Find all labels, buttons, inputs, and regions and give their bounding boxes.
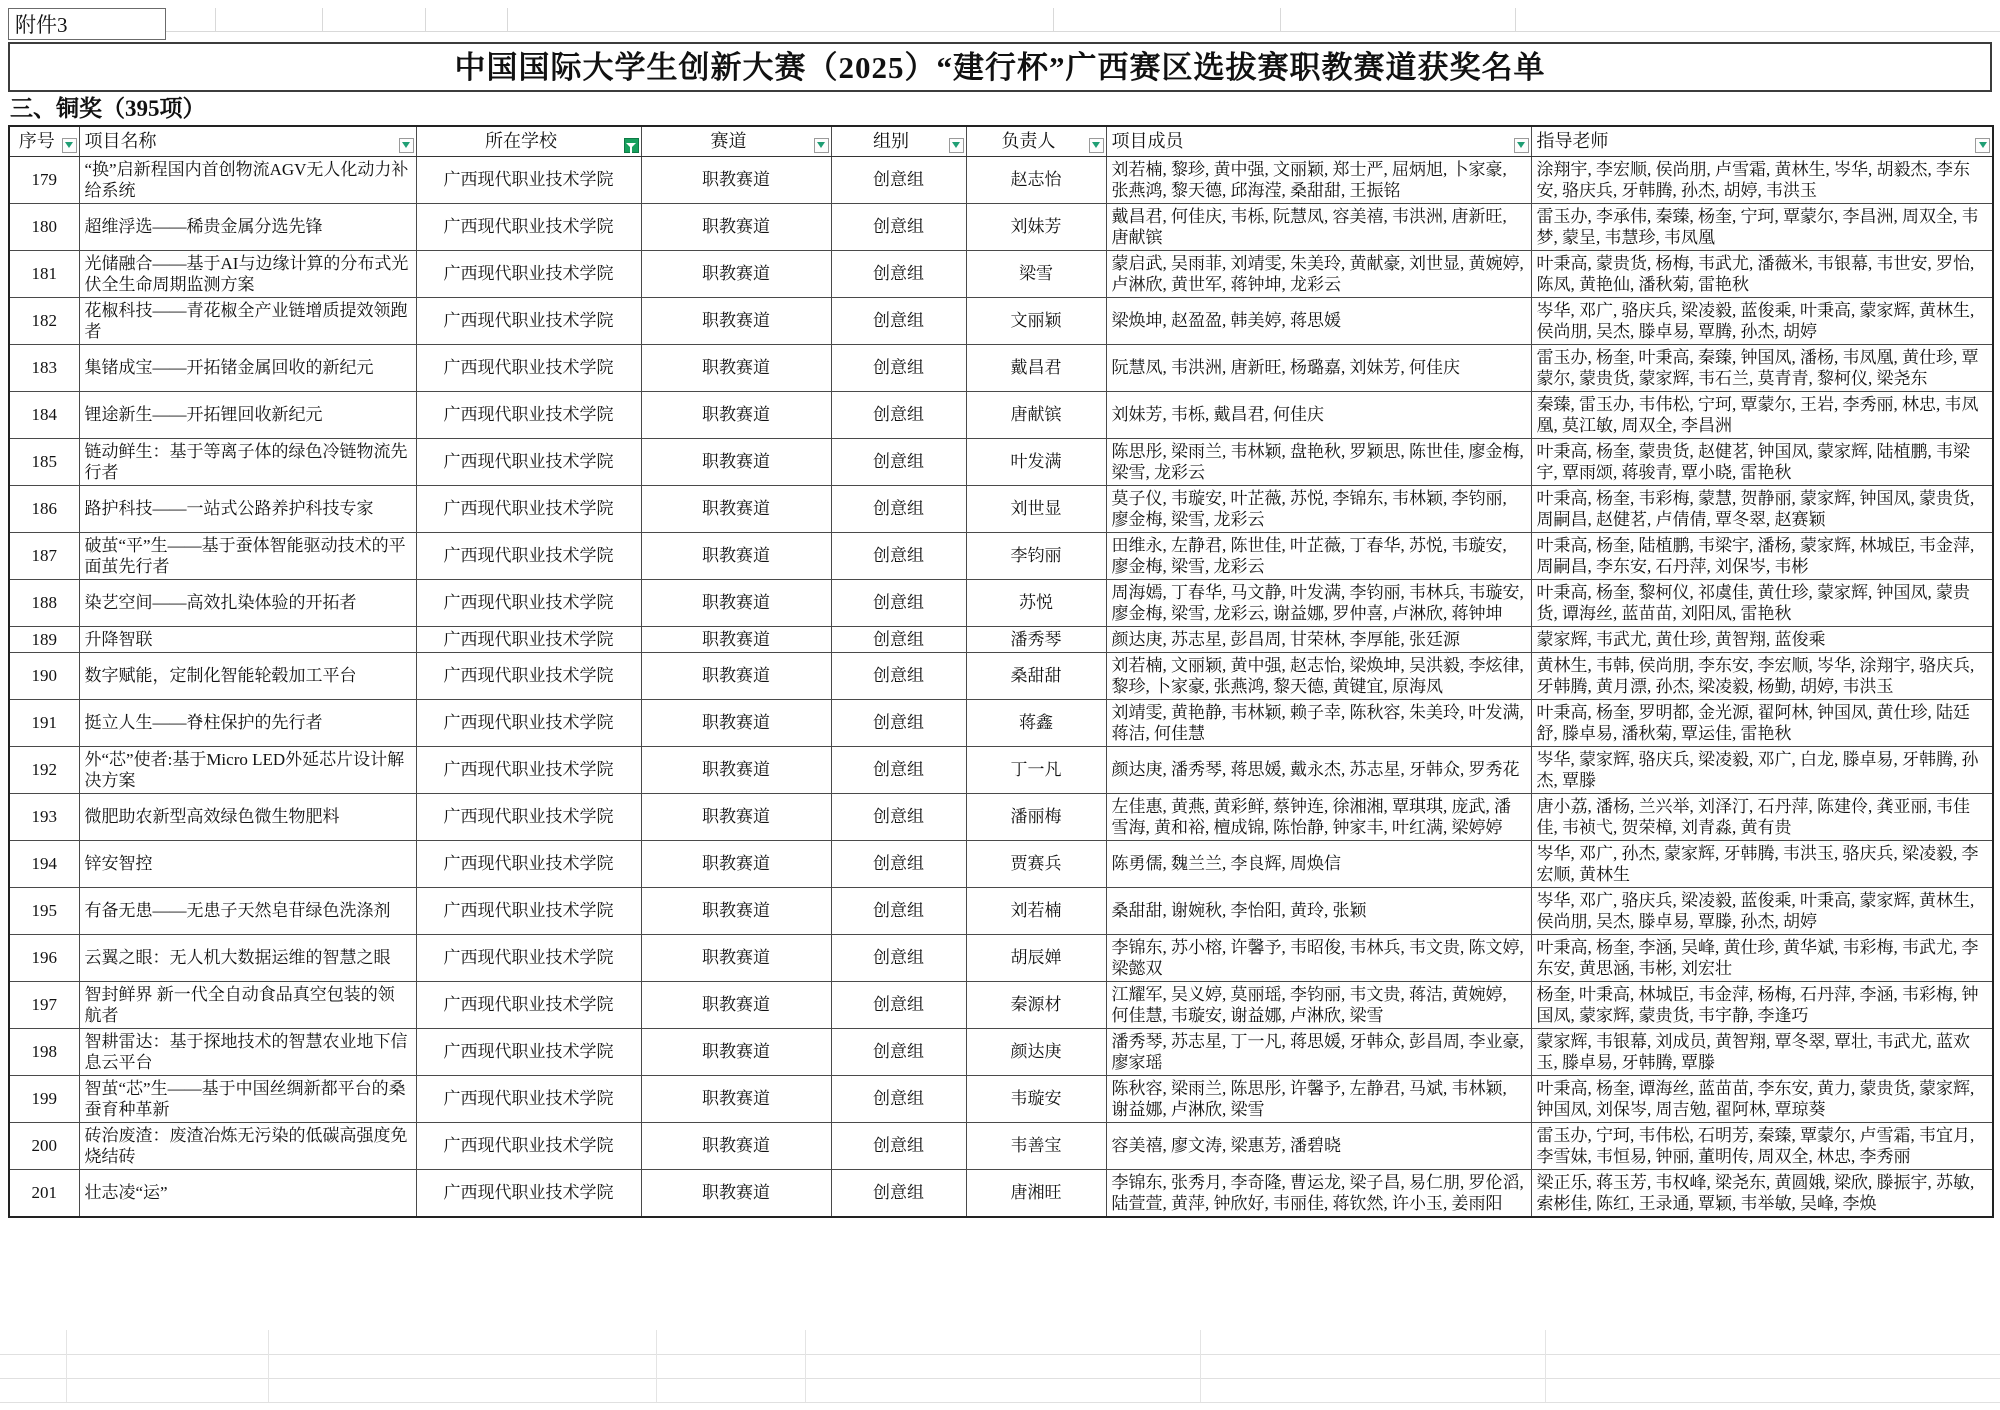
cell-members[interactable]: 桑甜甜, 谢婉秋, 李怡阳, 黄玲, 张颖: [1106, 887, 1531, 934]
cell-seq[interactable]: 182: [9, 297, 79, 344]
cell-seq[interactable]: 179: [9, 156, 79, 203]
cell-group[interactable]: 创意组: [831, 981, 966, 1028]
cell-school[interactable]: 广西现代职业技术学院: [416, 203, 641, 250]
cell-group[interactable]: 创意组: [831, 297, 966, 344]
cell-track[interactable]: 职教赛道: [641, 156, 831, 203]
cell-track[interactable]: 职教赛道: [641, 981, 831, 1028]
col-header-school[interactable]: [416, 126, 641, 156]
cell-project-name[interactable]: 微肥助农新型高效绿色微生物肥料: [79, 793, 416, 840]
table-row: [9, 438, 1993, 485]
cell-project-name[interactable]: 链动鲜生：基于等离子体的绿色冷链物流先行者: [79, 438, 416, 485]
col-header-track-label: 赛道: [710, 130, 747, 151]
cell-school[interactable]: 广西现代职业技术学院: [416, 840, 641, 887]
cell-members[interactable]: 颜达庚, 苏志星, 彭昌周, 甘荣林, 李厚能, 张廷源: [1106, 626, 1531, 652]
cell-track[interactable]: 职教赛道: [641, 840, 831, 887]
cell-project-name[interactable]: 锌安智控: [79, 840, 416, 887]
cell-members[interactable]: 蒙启武, 吴雨菲, 刘靖雯, 朱美玲, 黄献豪, 刘世显, 黄婉婷, 卢淋欣, 黄世军, 蒋钟坤, 龙彩云: [1106, 250, 1531, 297]
cell-school[interactable]: 广西现代职业技术学院: [416, 156, 641, 203]
cell-school[interactable]: 广西现代职业技术学院: [416, 250, 641, 297]
cell-project-name[interactable]: 染艺空间——高效扎染体验的开拓者: [79, 579, 416, 626]
cell-leader[interactable]: 潘秀琴: [966, 626, 1106, 652]
table-row: [9, 652, 1993, 699]
filter-dropdown-icon[interactable]: [1089, 138, 1104, 153]
cell-project-name[interactable]: 砖治废渣：废渣冶炼无污染的低碳高强度免烧结砖: [79, 1122, 416, 1169]
cell-track[interactable]: 职教赛道: [641, 485, 831, 532]
cell-school[interactable]: 广西现代职业技术学院: [416, 1169, 641, 1217]
filter-active-icon[interactable]: [624, 138, 639, 153]
cell-seq[interactable]: 196: [9, 934, 79, 981]
cell-track[interactable]: 职教赛道: [641, 1122, 831, 1169]
cell-group[interactable]: 创意组: [831, 485, 966, 532]
cell-school[interactable]: 广西现代职业技术学院: [416, 652, 641, 699]
cell-track[interactable]: 职教赛道: [641, 297, 831, 344]
cell-group[interactable]: 创意组: [831, 391, 966, 438]
table-row: [9, 391, 1993, 438]
cell-project-name[interactable]: 花椒科技——青花椒全产业链增质提效领跑者: [79, 297, 416, 344]
cell-leader[interactable]: 唐湘旺: [966, 1169, 1106, 1217]
cell-leader[interactable]: 文丽颖: [966, 297, 1106, 344]
cell-advisors[interactable]: 叶秉高, 杨奎, 黎柯仪, 祁虞佳, 黄仕珍, 蒙家辉, 钟国凤, 蒙贵货, 谭海丝, 蓝苗苗, 刘阳凤, 雷艳秋: [1531, 579, 1993, 626]
cell-track[interactable]: 职教赛道: [641, 934, 831, 981]
cell-advisors[interactable]: 叶秉高, 杨奎, 陆植鹏, 韦梁宇, 潘杨, 蒙家辉, 林城臣, 韦金萍, 周嗣昌, 李东安, 石丹萍, 刘保岑, 韦彬: [1531, 532, 1993, 579]
table-row: [9, 793, 1993, 840]
cell-members[interactable]: 刘若楠, 文丽颖, 黄中强, 赵志怡, 梁焕坤, 吴洪毅, 李炫律, 黎珍, 卜家豪, 张燕鸿, 黎天德, 黄键宜, 原海凤: [1106, 652, 1531, 699]
cell-track[interactable]: 职教赛道: [641, 344, 831, 391]
cell-project-name[interactable]: 智茧“芯”生——基于中国丝绸新都平台的桑蚕育种革新: [79, 1075, 416, 1122]
cell-advisors[interactable]: 叶秉高, 杨奎, 罗明都, 金光源, 翟阿林, 钟国凤, 黄仕珍, 陆廷舒, 滕卓易, 潘秋菊, 覃运佳, 雷艳秋: [1531, 699, 1993, 746]
cell-seq[interactable]: 184: [9, 391, 79, 438]
cell-leader[interactable]: 蒋鑫: [966, 699, 1106, 746]
cell-members[interactable]: 梁焕坤, 赵盈盈, 韩美婷, 蒋思媛: [1106, 297, 1531, 344]
cell-advisors[interactable]: 叶秉高, 蒙贵货, 杨梅, 韦武尤, 潘薇米, 韦银幕, 韦世安, 罗怡, 陈凤, 黄艳仙, 潘秋菊, 雷艳秋: [1531, 250, 1993, 297]
table-row: [9, 156, 1993, 203]
table-row: [9, 887, 1993, 934]
cell-school[interactable]: 广西现代职业技术学院: [416, 485, 641, 532]
cell-members[interactable]: 刘妹芳, 韦栎, 戴昌君, 何佳庆: [1106, 391, 1531, 438]
filter-dropdown-icon[interactable]: [399, 138, 414, 153]
col-header-seq-label: 序号: [18, 130, 55, 151]
cell-group[interactable]: 创意组: [831, 1122, 966, 1169]
filter-dropdown-icon[interactable]: [1514, 138, 1529, 153]
filter-dropdown-icon[interactable]: [949, 138, 964, 153]
cell-members[interactable]: 戴昌君, 何佳庆, 韦栎, 阮慧凤, 容美禧, 韦洪洲, 唐新旺, 唐献镔: [1106, 203, 1531, 250]
cell-leader[interactable]: 李钧丽: [966, 532, 1106, 579]
filter-dropdown-icon[interactable]: [814, 138, 829, 153]
cell-school[interactable]: 广西现代职业技术学院: [416, 391, 641, 438]
cell-project-name[interactable]: 智耕雷达：基于探地技术的智慧农业地下信息云平台: [79, 1028, 416, 1075]
cell-track[interactable]: 职教赛道: [641, 699, 831, 746]
cell-advisors[interactable]: 杨奎, 叶秉高, 林城臣, 韦金萍, 杨梅, 石丹萍, 李涵, 韦彩梅, 钟国凤, 蒙家辉, 蒙贵货, 韦宇静, 李逢巧: [1531, 981, 1993, 1028]
cell-track[interactable]: 职教赛道: [641, 652, 831, 699]
cell-project-name[interactable]: 路护科技——一站式公路养护科技专家: [79, 485, 416, 532]
cell-leader[interactable]: 韦璇安: [966, 1075, 1106, 1122]
cell-track[interactable]: 职教赛道: [641, 1169, 831, 1217]
cell-members[interactable]: 颜达庚, 潘秀琴, 蒋思媛, 戴永杰, 苏志星, 牙韩众, 罗秀花: [1106, 746, 1531, 793]
cell-seq[interactable]: 192: [9, 746, 79, 793]
cell-advisors[interactable]: 叶秉高, 杨奎, 蒙贵货, 赵健茗, 钟国凤, 蒙家辉, 陆植鹏, 韦梁宇, 覃雨颂, 蒋骏青, 覃小晓, 雷艳秋: [1531, 438, 1993, 485]
table-row: [9, 1122, 1993, 1169]
cell-school[interactable]: 广西现代职业技术学院: [416, 438, 641, 485]
cell-seq[interactable]: 201: [9, 1169, 79, 1217]
header-row: [9, 126, 1993, 156]
cell-leader[interactable]: 贾赛兵: [966, 840, 1106, 887]
cell-seq[interactable]: 190: [9, 652, 79, 699]
attachment-label-cell[interactable]: 附件3: [8, 8, 166, 40]
cell-leader[interactable]: 赵志怡: [966, 156, 1106, 203]
cell-track[interactable]: 职教赛道: [641, 438, 831, 485]
cell-members[interactable]: 容美禧, 廖文涛, 梁惠芳, 潘碧晓: [1106, 1122, 1531, 1169]
cell-seq[interactable]: 198: [9, 1028, 79, 1075]
cell-school[interactable]: 广西现代职业技术学院: [416, 297, 641, 344]
cell-school[interactable]: 广西现代职业技术学院: [416, 344, 641, 391]
cell-leader[interactable]: 梁雪: [966, 250, 1106, 297]
filter-dropdown-icon[interactable]: [62, 138, 77, 153]
cell-track[interactable]: 职教赛道: [641, 532, 831, 579]
cell-track[interactable]: 职教赛道: [641, 1075, 831, 1122]
cell-track[interactable]: 职教赛道: [641, 250, 831, 297]
cell-project-name[interactable]: “换”启新程国内首创物流AGV无人化动力补给系统: [79, 156, 416, 203]
cell-leader[interactable]: 苏悦: [966, 579, 1106, 626]
cell-group[interactable]: 创意组: [831, 203, 966, 250]
cell-members[interactable]: 李锦东, 苏小榕, 许馨予, 韦昭俊, 韦林兵, 韦文贵, 陈文婷, 梁懿双: [1106, 934, 1531, 981]
cell-group[interactable]: 创意组: [831, 1028, 966, 1075]
cell-advisors[interactable]: 蒙家辉, 韦武尤, 黄仕珍, 黄智翔, 蓝俊乘: [1531, 626, 1993, 652]
cell-track[interactable]: 职教赛道: [641, 579, 831, 626]
cell-members[interactable]: 刘若楠, 黎珍, 黄中强, 文丽颖, 郑士严, 屈炳旭, 卜家豪, 张燕鸿, 黎天德, 邱海滢, 桑甜甜, 王振铭: [1106, 156, 1531, 203]
cell-track[interactable]: 职教赛道: [641, 391, 831, 438]
cell-track[interactable]: 职教赛道: [641, 887, 831, 934]
col-header-group-label: 组别: [873, 130, 909, 151]
table-row: [9, 699, 1993, 746]
cell-seq[interactable]: 187: [9, 532, 79, 579]
cell-seq[interactable]: 188: [9, 579, 79, 626]
table-row: [9, 532, 1993, 579]
cell-members[interactable]: 陈秋容, 梁雨兰, 陈思彤, 许馨予, 左静君, 马斌, 韦林颖, 谢益娜, 卢淋欣, 梁雪: [1106, 1075, 1531, 1122]
cell-group[interactable]: 创意组: [831, 438, 966, 485]
cell-leader[interactable]: 丁一凡: [966, 746, 1106, 793]
col-header-advisors[interactable]: [1531, 126, 1993, 156]
cell-leader[interactable]: 桑甜甜: [966, 652, 1106, 699]
cell-advisors[interactable]: 黄林生, 韦韩, 侯尚朋, 李东安, 李宏顺, 岑华, 涂翔宇, 骆庆兵, 牙韩腾, 黄月漂, 孙杰, 梁凌毅, 杨勤, 胡婷, 韦洪玉: [1531, 652, 1993, 699]
cell-members[interactable]: 莫子仪, 韦璇安, 叶芷薇, 苏悦, 李锦东, 韦林颖, 李钧丽, 廖金梅, 梁雪, 龙彩云: [1106, 485, 1531, 532]
cell-advisors[interactable]: 唐小荔, 潘杨, 兰兴举, 刘泽汀, 石丹萍, 陈建伶, 龚亚丽, 韦佳佳, 韦祯弋, 贺荣樟, 刘青淼, 黄有贵: [1531, 793, 1993, 840]
cell-project-name[interactable]: 有备无患——无患子天然皂苷绿色洗涤剂: [79, 887, 416, 934]
cell-school[interactable]: 广西现代职业技术学院: [416, 1028, 641, 1075]
cell-project-name[interactable]: 智封鲜界 新一代全自动食品真空包装的领航者: [79, 981, 416, 1028]
cell-project-name[interactable]: 光储融合——基于AI与边缘计算的分布式光伏全生命周期监测方案: [79, 250, 416, 297]
page-title: 中国国际大学生创新大赛（2025）“建行杯”广西赛区选拔赛职教赛道获奖名单: [8, 42, 1992, 92]
cell-advisors[interactable]: 雷玉办, 杨奎, 叶秉高, 秦臻, 钟国凤, 潘杨, 韦凤凰, 黄仕珍, 覃蒙尔, 蒙贵货, 蒙家辉, 韦石兰, 莫青青, 黎柯仪, 梁尧东: [1531, 344, 1993, 391]
cell-members[interactable]: 陈思彤, 梁雨兰, 韦林颖, 盘艳秋, 罗颖思, 陈世佳, 廖金梅, 梁雪, 龙彩云: [1106, 438, 1531, 485]
cell-project-name[interactable]: 外“芯”使者:基于Micro LED外延芯片设计解决方案: [79, 746, 416, 793]
cell-members[interactable]: 左佳惠, 黄燕, 黄彩鲜, 蔡钟连, 徐湘湘, 覃琪琪, 庞武, 潘雪海, 黄和裕, 檀成锦, 陈怡静, 钟家丰, 叶红满, 梁婷婷: [1106, 793, 1531, 840]
cell-leader[interactable]: 叶发满: [966, 438, 1106, 485]
table-row: [9, 203, 1993, 250]
cell-advisors[interactable]: 叶秉高, 杨奎, 李涵, 吴峰, 黄仕珍, 黄华斌, 韦彩梅, 韦武尤, 李东安, 黄思涵, 韦彬, 刘宏壮: [1531, 934, 1993, 981]
table-row: [9, 250, 1993, 297]
cell-seq[interactable]: 186: [9, 485, 79, 532]
cell-members[interactable]: 周海嫣, 丁春华, 马文静, 叶发满, 李钧丽, 韦林兵, 韦璇安, 廖金梅, 梁雪, 龙彩云, 谢益娜, 罗仲喜, 卢淋欣, 蒋钟坤: [1106, 579, 1531, 626]
col-header-project-name[interactable]: [79, 126, 416, 156]
table-row: [9, 626, 1993, 652]
cell-seq[interactable]: 185: [9, 438, 79, 485]
cell-school[interactable]: 广西现代职业技术学院: [416, 981, 641, 1028]
col-header-advisors-label: 指导老师: [1536, 130, 1609, 151]
table-row: [9, 1075, 1993, 1122]
filter-dropdown-icon[interactable]: [1975, 138, 1990, 153]
cell-school[interactable]: 广西现代职业技术学院: [416, 887, 641, 934]
cell-seq[interactable]: 195: [9, 887, 79, 934]
cell-members[interactable]: 陈勇儒, 魏兰兰, 李良辉, 周焕信: [1106, 840, 1531, 887]
cell-school[interactable]: 广西现代职业技术学院: [416, 1122, 641, 1169]
cell-members[interactable]: 江耀军, 吴义婷, 莫丽瑶, 李钧丽, 韦文贵, 蒋洁, 黄婉婷, 何佳慧, 韦璇安, 谢益娜, 卢淋欣, 梁雪: [1106, 981, 1531, 1028]
cell-school[interactable]: 广西现代职业技术学院: [416, 934, 641, 981]
awards-table: [8, 125, 1994, 1218]
cell-seq[interactable]: 193: [9, 793, 79, 840]
cell-leader[interactable]: 唐献镔: [966, 391, 1106, 438]
cell-track[interactable]: 职教赛道: [641, 203, 831, 250]
table-row: [9, 981, 1993, 1028]
section-heading: 三、铜奖（395项）: [10, 96, 206, 121]
cell-advisors[interactable]: 岑华, 蒙家辉, 骆庆兵, 梁凌毅, 邓广, 白龙, 滕卓易, 牙韩腾, 孙杰, 覃滕: [1531, 746, 1993, 793]
cell-advisors[interactable]: 岑华, 邓广, 骆庆兵, 梁凌毅, 蓝俊乘, 叶秉高, 蒙家辉, 黄林生, 侯尚朋, 吴杰, 滕卓易, 覃滕, 孙杰, 胡婷: [1531, 887, 1993, 934]
table-row: [9, 579, 1993, 626]
table-row: [9, 344, 1993, 391]
table-row: [9, 1028, 1993, 1075]
cell-project-name[interactable]: 破茧“平”生——基于蚕体智能驱动技术的平面茧先行者: [79, 532, 416, 579]
cell-seq[interactable]: 197: [9, 981, 79, 1028]
cell-group[interactable]: 创意组: [831, 1075, 966, 1122]
cell-advisors[interactable]: 岑华, 邓广, 孙杰, 蒙家辉, 牙韩腾, 韦洪玉, 骆庆兵, 梁凌毅, 李宏顺, 黄林生: [1531, 840, 1993, 887]
cell-project-name[interactable]: 数字赋能，定制化智能轮毂加工平台: [79, 652, 416, 699]
cell-school[interactable]: 广西现代职业技术学院: [416, 746, 641, 793]
cell-project-name[interactable]: 升降智联: [79, 626, 416, 652]
cell-advisors[interactable]: 叶秉高, 杨奎, 谭海丝, 蓝苗苗, 李东安, 黄力, 蒙贵货, 蒙家辉, 钟国凤, 刘保岑, 周吉勉, 翟阿林, 覃琼葵: [1531, 1075, 1993, 1122]
cell-advisors[interactable]: 雷玉办, 李承伟, 秦臻, 杨奎, 宁珂, 覃蒙尔, 李昌洲, 周双全, 韦梦, 蒙呈, 韦慧珍, 韦凤凰: [1531, 203, 1993, 250]
cell-leader[interactable]: 秦源材: [966, 981, 1106, 1028]
col-header-seq[interactable]: [9, 126, 79, 156]
cell-group[interactable]: 创意组: [831, 652, 966, 699]
cell-leader[interactable]: 刘若楠: [966, 887, 1106, 934]
cell-advisors[interactable]: 岑华, 邓广, 骆庆兵, 梁凌毅, 蓝俊乘, 叶秉高, 蒙家辉, 黄林生, 侯尚朋, 吴杰, 滕卓易, 覃腾, 孙杰, 胡婷: [1531, 297, 1993, 344]
cell-school[interactable]: 广西现代职业技术学院: [416, 699, 641, 746]
table-row: [9, 485, 1993, 532]
cell-members[interactable]: 李锦东, 张秀月, 李奇隆, 曹运龙, 梁子昌, 易仁朋, 罗伦滔, 陆萱萱, 黄萍, 钟欣好, 韦丽佳, 蒋钦然, 许小玉, 姜雨阳: [1106, 1169, 1531, 1217]
cell-members[interactable]: 田维永, 左静君, 陈世佳, 叶芷薇, 丁春华, 苏悦, 韦璇安, 廖金梅, 梁雪, 龙彩云: [1106, 532, 1531, 579]
cell-group[interactable]: 创意组: [831, 793, 966, 840]
table-row: [9, 1169, 1993, 1217]
cell-seq[interactable]: 200: [9, 1122, 79, 1169]
cell-track[interactable]: 职教赛道: [641, 1028, 831, 1075]
cell-group[interactable]: 创意组: [831, 579, 966, 626]
cell-project-name[interactable]: 锂途新生——开拓锂回收新纪元: [79, 391, 416, 438]
cell-seq[interactable]: 194: [9, 840, 79, 887]
cell-seq[interactable]: 189: [9, 626, 79, 652]
cell-leader[interactable]: 颜达庚: [966, 1028, 1106, 1075]
cell-seq[interactable]: 180: [9, 203, 79, 250]
col-header-project-name-label: 项目名称: [84, 130, 157, 151]
cell-members[interactable]: 潘秀琴, 苏志星, 丁一凡, 蒋思媛, 牙韩众, 彭昌周, 李业豪, 廖家瑶: [1106, 1028, 1531, 1075]
table-row: [9, 840, 1993, 887]
cell-advisors[interactable]: 秦臻, 雷玉办, 韦伟松, 宁珂, 覃蒙尔, 王岩, 李秀丽, 林忠, 韦凤凰, 莫江敏, 周双全, 李昌洲: [1531, 391, 1993, 438]
cell-school[interactable]: 广西现代职业技术学院: [416, 532, 641, 579]
cell-seq[interactable]: 181: [9, 250, 79, 297]
cell-seq[interactable]: 191: [9, 699, 79, 746]
cell-members[interactable]: 刘靖雯, 黄艳静, 韦林颖, 赖子幸, 陈秋容, 朱美玲, 叶发满, 蒋洁, 何佳慧: [1106, 699, 1531, 746]
col-header-group[interactable]: [831, 126, 966, 156]
cell-group[interactable]: 创意组: [831, 699, 966, 746]
cell-leader[interactable]: 韦善宝: [966, 1122, 1106, 1169]
cell-advisors[interactable]: 涂翔宇, 李宏顺, 侯尚朋, 卢雪霜, 黄林生, 岑华, 胡毅杰, 李东安, 骆庆兵, 牙韩腾, 孙杰, 胡婷, 韦洪玉: [1531, 156, 1993, 203]
cell-group[interactable]: 创意组: [831, 934, 966, 981]
col-header-members-label: 项目成员: [1111, 130, 1184, 151]
cell-group[interactable]: 创意组: [831, 344, 966, 391]
col-header-track[interactable]: [641, 126, 831, 156]
col-header-leader[interactable]: [966, 126, 1106, 156]
table-row: [9, 746, 1993, 793]
cell-seq[interactable]: 183: [9, 344, 79, 391]
cell-group[interactable]: 创意组: [831, 626, 966, 652]
cell-school[interactable]: 广西现代职业技术学院: [416, 1075, 641, 1122]
cell-group[interactable]: 创意组: [831, 250, 966, 297]
cell-project-name[interactable]: 壮志凌“运”: [79, 1169, 416, 1217]
cell-members[interactable]: 阮慧凤, 韦洪洲, 唐新旺, 杨璐嘉, 刘妹芳, 何佳庆: [1106, 344, 1531, 391]
cell-advisors[interactable]: 蒙家辉, 韦银幕, 刘成员, 黄智翔, 覃冬翠, 覃壮, 韦武尤, 蓝欢玉, 滕卓易, 牙韩腾, 覃滕: [1531, 1028, 1993, 1075]
cell-leader[interactable]: 戴昌君: [966, 344, 1106, 391]
empty-rows-area: [0, 1330, 2000, 1410]
cell-project-name[interactable]: 挺立人生——脊柱保护的先行者: [79, 699, 416, 746]
cell-group[interactable]: 创意组: [831, 840, 966, 887]
cell-advisors[interactable]: 梁正乐, 蒋玉芳, 韦权峰, 梁尧东, 黄圆娥, 梁欣, 滕振宇, 苏敏, 索彬佳, 陈红, 王录通, 覃颖, 韦举敏, 吴峰, 李焕: [1531, 1169, 1993, 1217]
col-header-leader-label: 负责人: [1001, 130, 1056, 151]
cell-project-name[interactable]: 超维浮选——稀贵金属分选先锋: [79, 203, 416, 250]
cell-advisors[interactable]: 雷玉办, 宁珂, 韦伟松, 石明芳, 秦臻, 覃蒙尔, 卢雪霜, 韦宜月, 李雪妹, 韦恒易, 钟丽, 董明传, 周双全, 林忠, 李秀丽: [1531, 1122, 1993, 1169]
cell-school[interactable]: 广西现代职业技术学院: [416, 626, 641, 652]
cell-group[interactable]: 创意组: [831, 156, 966, 203]
cell-seq[interactable]: 199: [9, 1075, 79, 1122]
col-header-members[interactable]: [1106, 126, 1531, 156]
cell-leader[interactable]: 刘世显: [966, 485, 1106, 532]
cell-track[interactable]: 职教赛道: [641, 626, 831, 652]
col-header-school-label: 所在学校: [485, 130, 557, 151]
cell-project-name[interactable]: 集锗成宝——开拓锗金属回收的新纪元: [79, 344, 416, 391]
cell-leader[interactable]: 胡辰婵: [966, 934, 1106, 981]
cell-track[interactable]: 职教赛道: [641, 746, 831, 793]
cell-group[interactable]: 创意组: [831, 746, 966, 793]
cell-school[interactable]: 广西现代职业技术学院: [416, 793, 641, 840]
cell-track[interactable]: 职教赛道: [641, 793, 831, 840]
cell-group[interactable]: 创意组: [831, 887, 966, 934]
cell-group[interactable]: 创意组: [831, 1169, 966, 1217]
cell-group[interactable]: 创意组: [831, 532, 966, 579]
cell-leader[interactable]: 刘妹芳: [966, 203, 1106, 250]
table-row: [9, 297, 1993, 344]
cell-advisors[interactable]: 叶秉高, 杨奎, 韦彩梅, 蒙慧, 贺静丽, 蒙家辉, 钟国凤, 蒙贵货, 周嗣昌, 赵健茗, 卢倩倩, 覃冬翠, 赵赛颖: [1531, 485, 1993, 532]
cell-school[interactable]: 广西现代职业技术学院: [416, 579, 641, 626]
table-row: [9, 934, 1993, 981]
cell-project-name[interactable]: 云翼之眼：无人机大数据运维的智慧之眼: [79, 934, 416, 981]
cell-leader[interactable]: 潘丽梅: [966, 793, 1106, 840]
